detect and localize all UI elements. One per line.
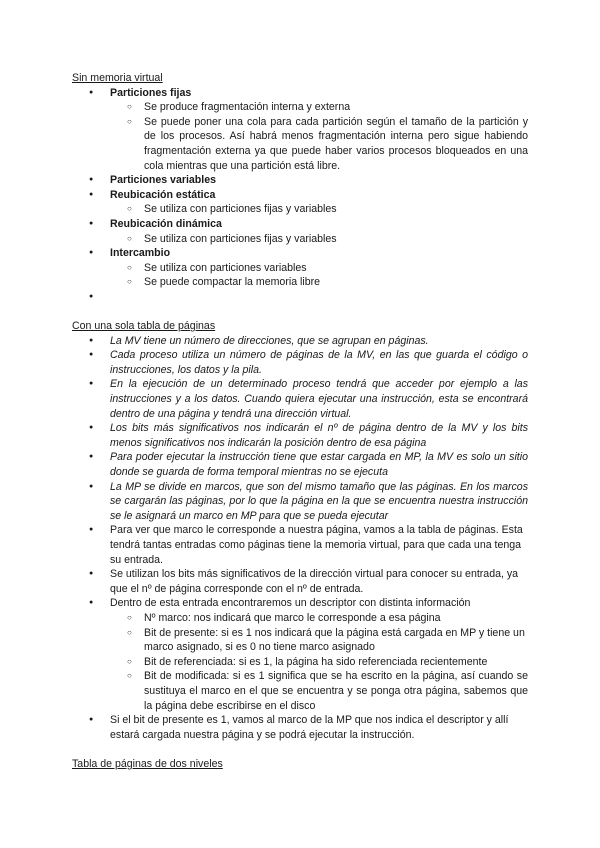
sub-list-item: ○ Se puede poner una cola para cada partición según el tamaño de la partición y de los procesos. Así habrá menos fragmentación interna pero sigue habiendo fragmentación externa ya que puede haber varios procesos bloqueados en una cola mientras que una partición está libre. (72, 115, 528, 173)
list-item (72, 217, 528, 246)
list-item (72, 188, 528, 217)
list-item-label: Reubicación estática (110, 188, 216, 201)
section-heading-sin-memoria-virtual: Sin memoria virtual (72, 72, 163, 84)
list-item: ● Se utilizan los bits más significativos de la dirección virtual para conocer su entrada, ya que el nº de página corresponde con el nº de entrada. (72, 567, 528, 596)
sub-list-item: ○ Se produce fragmentación interna y externa (72, 100, 528, 115)
sub-list-item: ○ Se puede compactar la memoria libre (72, 275, 528, 290)
sub-list-item: ○ Se utiliza con particiones fijas y variables (72, 232, 528, 247)
sub-list (110, 611, 528, 713)
list-item-empty (72, 290, 528, 305)
document-body (72, 71, 528, 772)
sub-list (110, 202, 528, 217)
section-heading-dos-niveles: Tabla de páginas de dos niveles (72, 757, 223, 770)
sub-list (110, 261, 528, 290)
list-item-label: Intercambio (110, 247, 171, 260)
list-item (72, 173, 528, 188)
list-item-label: Particiones fijas (110, 86, 192, 99)
bullet-list (72, 334, 528, 743)
list-item: ● En la ejecución de un determinado proceso tendrá que acceder por ejemplo a las instrucciones y a los datos. Cuando quiera ejecutar una instrucción, esta se encontrará dentro de una página y tendrá una dirección virtual. (72, 377, 528, 421)
list-item (72, 86, 528, 174)
sub-list-item: ○ Bit de presente: si es 1 nos indicará que la página está cargada en MP y tiene un marco asignado, si es 0 no tiene marco asignado (72, 626, 528, 655)
list-item-label: Reubicación dinámica (110, 217, 222, 230)
sub-list-item: ○ Bit de modificada: si es 1 significa que se ha escrito en la página, así cuando se sustituya el marco en el que se encuentra y se ponga otra página, sabemos que la página debe escribirse en el disco (72, 669, 528, 713)
sub-list-item: ○ Nº marco: nos indicará que marco le corresponde a esa página (72, 611, 528, 626)
list-item: ● La MV tiene un número de direcciones, que se agrupan en páginas. (72, 334, 528, 349)
sub-list (110, 232, 528, 247)
section-heading-tabla-paginas: Con una sola tabla de páginas (72, 320, 216, 333)
spacer (72, 305, 528, 320)
list-item: ● Para ver que marco le corresponde a nuestra página, vamos a la tabla de páginas. Esta tendrá tantas entradas como páginas tiene la memoria virtual, para que cada una tenga su entrada. (72, 523, 528, 567)
sub-list (110, 100, 528, 173)
list-item: ● Cada proceso utiliza un número de páginas de la MV, en las que guarda el código o instrucciones, los datos y la pila. (72, 348, 528, 377)
sub-list-item: ○ Bit de referenciada: si es 1, la página ha sido referenciada recientemente (72, 655, 528, 670)
list-item: ● Si el bit de presente es 1, vamos al marco de la MP que nos indica el descriptor y allí estará cargada nuestra página y se podrá ejecutar la instrucción. (72, 713, 528, 742)
list-item: ● Para poder ejecutar la instrucción tiene que estar cargada en MP, la MV es solo un sitio donde se guarda de forma temporal mientras no se ejecuta (72, 450, 528, 479)
list-item: ● La MP se divide en marcos, que son del mismo tamaño que las páginas. En los marcos se cargarán las páginas, por lo que la página en la que se encuentra nuestra instrucción se le asignará un marco en MP para que se pueda ejecutar (72, 480, 528, 524)
list-item (72, 246, 528, 290)
sub-list-item: ○ Se utiliza con particiones variables (72, 261, 528, 276)
list-item-label: Particiones variables (110, 174, 216, 187)
list-item (72, 596, 528, 713)
spacer (72, 742, 528, 757)
sub-list-item: ○ Se utiliza con particiones fijas y variables (72, 202, 528, 217)
list-item: ● Los bits más significativos nos indicarán el nº de página dentro de la MV y los bits menos significativos nos indicarán la posición dentro de esa página (72, 421, 528, 450)
bullet-list (72, 86, 528, 305)
list-item-label: Dentro de esta entrada encontraremos un descriptor con distinta información (110, 597, 471, 610)
